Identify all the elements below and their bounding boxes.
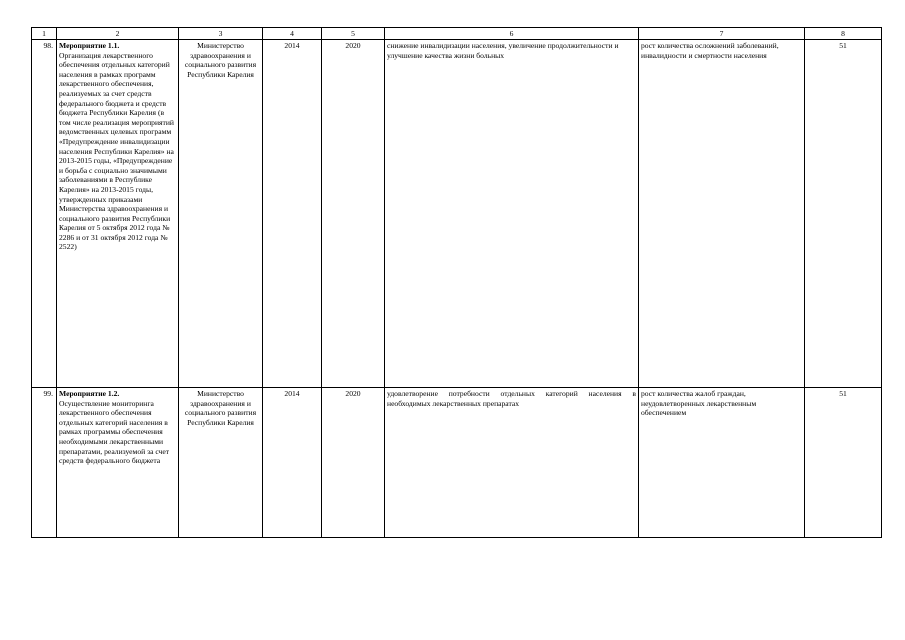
column-number: 6 — [385, 28, 639, 40]
start-year-cell: 2014 — [263, 40, 322, 388]
expected-result-cell: снижение инвалидизации населения, увеличение продолжительности и улучшение качества жизни больных — [385, 40, 639, 388]
column-number: 5 — [322, 28, 385, 40]
table-row — [32, 40, 882, 388]
executor-cell: Министерство здравоохранения и социального развития Республики Карелия — [179, 40, 263, 388]
column-number: 1 — [32, 28, 57, 40]
column-number: 3 — [179, 28, 263, 40]
column-number: 2 — [57, 28, 179, 40]
column-number: 8 — [805, 28, 882, 40]
measure-description: Организация лекарственного обеспечения отдельных категорий населения в рамках программ лекарственного обеспечения, реализуемых за счет средств федерального бюджета и средств бюджета Республики Карелия (в том числе реализация мероприятий ведомственных целевых программ «Предупреждение инвалидизации населения Республики Карелия» на 2013-2015 годы, «Предупреждение и борьба с социально значимыми заболеваниями в Республике Карелия» на 2013-2015 годы, утвержденных приказами Министерства здравоохранения и социального развития Республики Карелия от 5 октября 2012 года № 2286 и от 31 октября 2012 года № 2522) — [59, 50, 174, 252]
program-measures-table — [31, 27, 882, 538]
consequence-cell: рост количества жалоб граждан, неудовлетворенных лекарственным обеспечением — [639, 388, 805, 538]
indicator-cell: 51 — [805, 40, 882, 388]
expected-result-cell: удовлетворение потребности отдельных категорий населения в необходимых лекарственных препаратах — [385, 388, 639, 538]
indicator-cell: 51 — [805, 388, 882, 538]
column-number: 4 — [263, 28, 322, 40]
column-number: 7 — [639, 28, 805, 40]
consequence-cell: рост количества осложнений заболеваний, инвалидности и смертности населения — [639, 40, 805, 388]
measure-title: Мероприятие 1.2. — [59, 389, 120, 398]
executor-cell: Министерство здравоохранения и социального развития Республики Карелия — [179, 388, 263, 538]
start-year-cell: 2014 — [263, 388, 322, 538]
end-year-cell: 2020 — [322, 40, 385, 388]
measure-title: Мероприятие 1.1. — [59, 41, 120, 50]
measure-cell — [57, 40, 179, 388]
row-number: 98. — [32, 40, 57, 388]
measure-description: Осуществление мониторинга лекарственного обеспечения отдельных категорий населения в рамках программы обеспечения необходимыми лекарственными препаратами, реализуемой за счет средств федерального бюджета — [59, 398, 170, 466]
measure-cell — [57, 388, 179, 538]
column-number-row — [32, 28, 882, 40]
table-row — [32, 388, 882, 538]
end-year-cell: 2020 — [322, 388, 385, 538]
row-number: 99. — [32, 388, 57, 538]
